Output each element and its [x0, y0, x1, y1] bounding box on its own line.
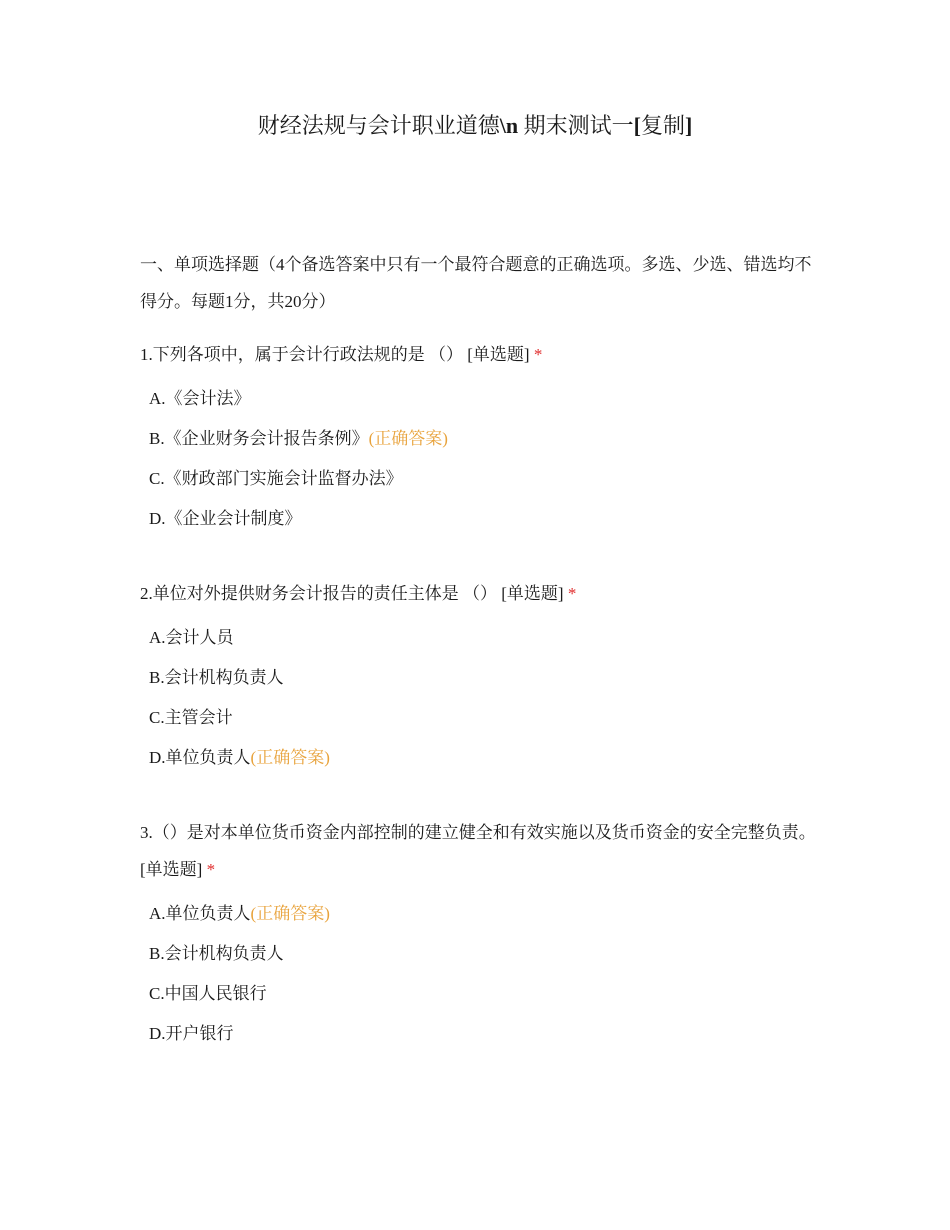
question-1-label: 1.下列各项中，属于会计行政法规的是 （） [单选题] — [140, 345, 530, 364]
question-2-label: 2.单位对外提供财务会计报告的责任主体是 （） [单选题] — [140, 584, 564, 603]
required-mark: * — [533, 345, 543, 364]
option-3c[interactable]: C.中国人民银行 — [149, 984, 267, 1003]
question-1 — [140, 336, 820, 539]
section-heading: 一、单项选择题（4个备选答案中只有一个最符合题意的正确选项。多选、少选、错选均不得分。每题1分，共20分） — [140, 255, 812, 311]
required-mark: * — [567, 584, 577, 603]
option-1d[interactable]: D.《企业会计制度》 — [149, 509, 302, 528]
question-2-text — [140, 575, 820, 612]
quiz-content — [140, 246, 820, 1090]
title-rest: 期末测试一 — [523, 113, 634, 138]
title-main: 财经法规与会计职业道德 — [257, 113, 500, 138]
option-3b[interactable]: B.会计机构负责人 — [149, 944, 284, 963]
question-3 — [140, 814, 820, 1054]
title-bracket-close: ] — [684, 113, 693, 138]
question-1-text — [140, 336, 820, 373]
option-2c[interactable]: C.主管会计 — [149, 708, 233, 727]
correct-answer-label: (正确答案) — [368, 429, 448, 448]
page-title — [0, 108, 950, 144]
title-copy: 复制 — [640, 113, 685, 138]
title-escape: \n — [499, 113, 519, 138]
option-2b[interactable]: B.会计机构负责人 — [149, 668, 284, 687]
correct-answer-label: (正确答案) — [250, 748, 330, 767]
option-2a[interactable]: A.会计人员 — [149, 628, 234, 647]
option-2d[interactable]: D.单位负责人(正确答案) — [149, 748, 330, 767]
option-3d[interactable]: D.开户银行 — [149, 1024, 234, 1043]
option-3a[interactable]: A.单位负责人(正确答案) — [149, 904, 330, 923]
question-2 — [140, 575, 820, 778]
option-1a[interactable]: A.《会计法》 — [149, 389, 251, 408]
required-mark: * — [206, 860, 216, 879]
question-3-label: 3.（）是对本单位货币资金内部控制的建立健全和有效实施以及货币资金的安全完整负责。 [单选题] — [140, 823, 816, 879]
question-3-options — [140, 894, 820, 1054]
option-1b[interactable]: B.《企业财务会计报告条例》(正确答案) — [149, 429, 448, 448]
option-1c[interactable]: C.《财政部门实施会计监督办法》 — [149, 469, 403, 488]
question-1-options — [140, 379, 820, 539]
question-3-text — [140, 814, 820, 888]
question-2-options — [140, 618, 820, 778]
correct-answer-label: (正确答案) — [250, 904, 330, 923]
title-bracket-open: [ — [633, 113, 641, 138]
